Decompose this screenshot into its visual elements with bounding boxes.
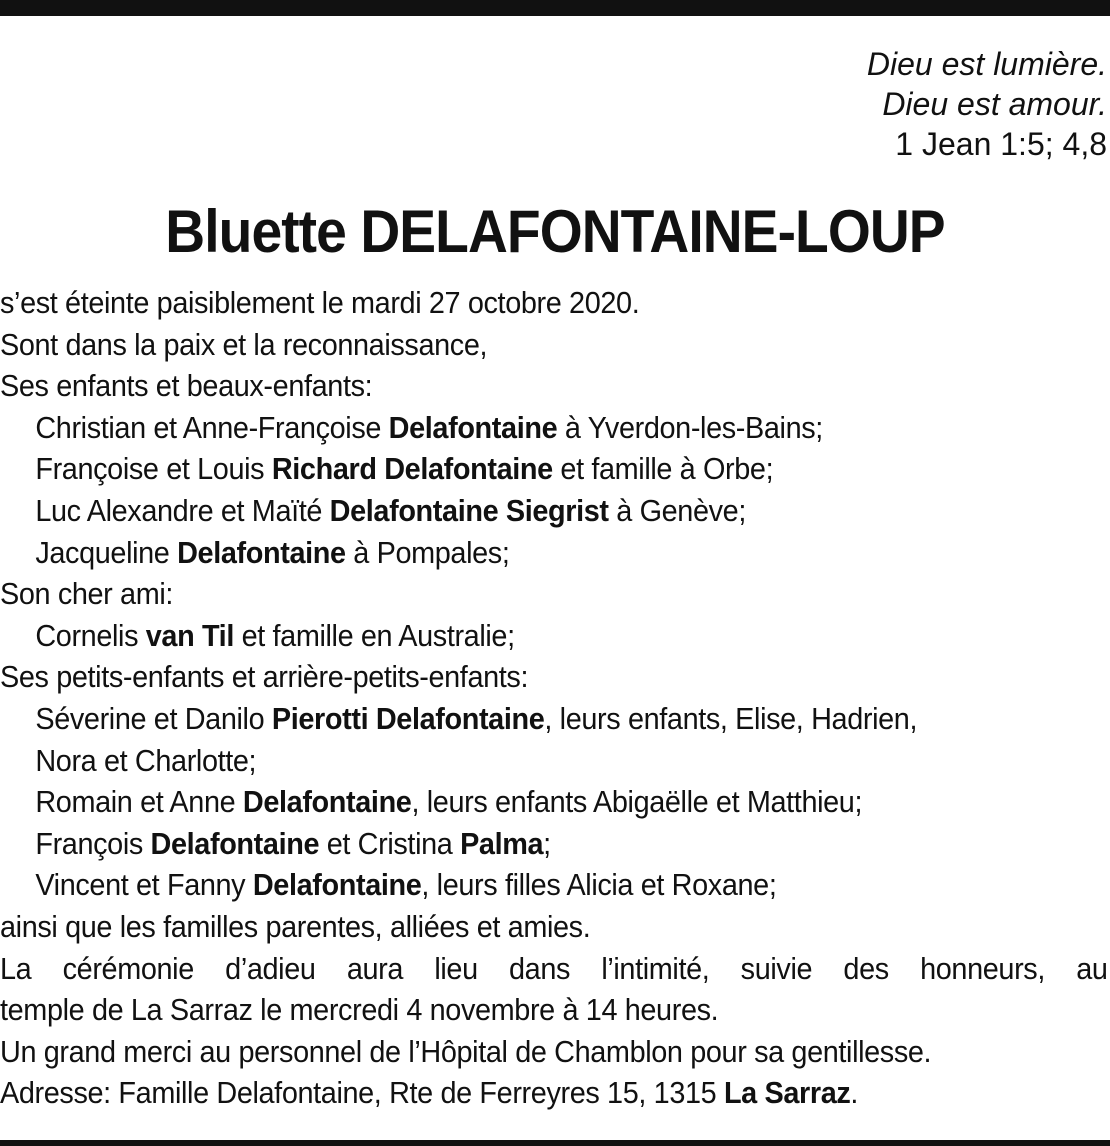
surname: Pierotti Delafontaine: [271, 700, 545, 736]
child-entry: Françoise et Louis Richard Delafontaine et famille à Orbe;: [35, 451, 774, 487]
grandchild-entry: François Delafontaine et Cristina Palma;: [35, 825, 551, 861]
address-town: La Sarraz: [723, 1075, 851, 1111]
surname: Palma: [460, 825, 544, 861]
child-entry: Luc Alexandre et Maïté Delafontaine Siegrist à Genève;: [35, 492, 746, 528]
thanks: Un grand merci au personnel de l’Hôpital de Chamblon pour sa gentillesse.: [0, 1033, 932, 1069]
child-entry: Jacqueline Delafontaine à Pompales;: [35, 534, 510, 570]
intro: Sont dans la paix et la reconnaissance,: [0, 326, 488, 362]
surname: Delafontaine: [252, 867, 422, 903]
friend-heading: Son cher ami:: [0, 576, 174, 612]
grandchild-entry: Romain et Anne Delafontaine, leurs enfants Abigaëlle et Matthieu;: [35, 784, 863, 820]
ceremony-line-1: La cérémonie d’adieu aura lieu dans l’intimité, suivie des honneurs, au: [0, 950, 1108, 986]
friend-entry: Cornelis van Til et famille en Australie;: [35, 617, 515, 653]
families: ainsi que les familles parentes, alliées et amies.: [0, 908, 591, 944]
surname: Delafontaine: [242, 784, 412, 820]
surname: Delafontaine: [177, 534, 346, 570]
grandchildren-heading: Ses petits-enfants et arrière-petits-enfants:: [0, 659, 529, 695]
announcement: s’est éteinte paisiblement le mardi 27 octobre 2020.: [0, 285, 640, 320]
surname: Delafontaine: [150, 825, 320, 861]
epigraph-reference: 1 Jean 1:5; 4,8: [895, 126, 1107, 162]
obituary-body: [0, 282, 1108, 1114]
surname: Delafontaine Siegrist: [329, 492, 609, 528]
bottom-rule: [0, 1140, 1110, 1146]
top-rule: [0, 0, 1110, 16]
grandchild-entry-continuation: Nora et Charlotte;: [35, 742, 257, 778]
epigraph-line-1: Dieu est lumière.: [866, 46, 1107, 82]
surname: Delafontaine: [388, 409, 558, 445]
children-heading: Ses enfants et beaux-enfants:: [0, 368, 373, 404]
child-entry: Christian et Anne-Françoise Delafontaine à Yverdon-les-Bains;: [35, 409, 823, 445]
epigraph: [867, 44, 1107, 164]
grandchild-entry: Vincent et Fanny Delafontaine, leurs filles Alicia et Roxane;: [35, 867, 777, 903]
ceremony-line-2: temple de La Sarraz le mercredi 4 novembre à 14 heures.: [0, 992, 719, 1028]
surname: Richard Delafontaine: [271, 451, 553, 487]
deceased-name: Bluette DELAFONTAINE-LOUP: [165, 198, 945, 265]
epigraph-line-2: Dieu est amour.: [882, 86, 1107, 122]
address: Adresse: Famille Delafontaine, Rte de Ferreyres 15, 1315 La Sarraz.: [0, 1075, 859, 1111]
grandchild-entry: Séverine et Danilo Pierotti Delafontaine, leurs enfants, Elise, Hadrien,: [35, 700, 918, 736]
surname: van Til: [145, 617, 234, 653]
